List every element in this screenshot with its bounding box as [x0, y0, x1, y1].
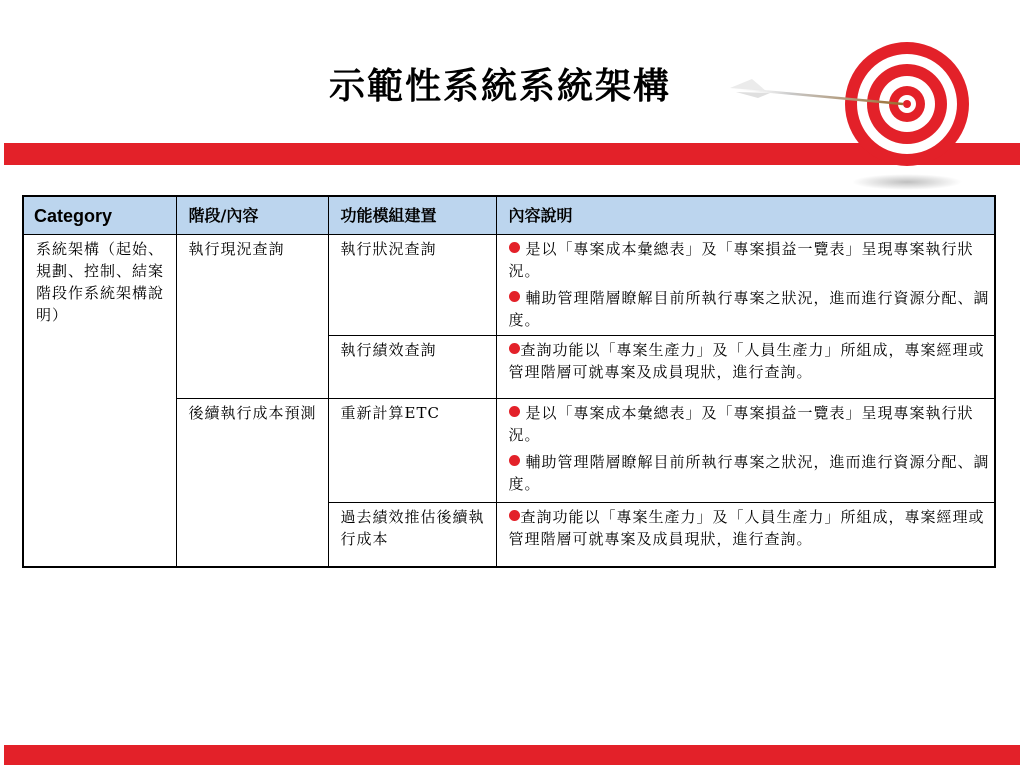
bullet-item — [509, 339, 991, 383]
bullet-dot-icon — [509, 510, 520, 521]
header-stage: 階段/內容 — [176, 196, 328, 235]
bullet-item — [509, 451, 991, 495]
function-cell: 執行狀況查詢 — [328, 235, 496, 336]
bullet-text: 輔助管理階層瞭解目前所執行專案之狀況，進而進行資源分配、調度。 — [508, 453, 990, 493]
bullet-text: 是以「專案成本彙總表」及「專案損益一覽表」呈現專案執行狀況。 — [508, 404, 974, 444]
header-function-module: 功能模組建置 — [328, 196, 496, 235]
system-architecture-table — [22, 195, 996, 568]
stage-cell: 後續執行成本預測 — [176, 399, 328, 567]
bullet-dot-icon — [509, 455, 520, 466]
bullet-text: 查詢功能以「專案生產力」及「人員生產力」所組成，專案經理或管理階層可就專案及成員現狀，進行查詢。 — [508, 341, 985, 381]
header-description: 內容說明 — [496, 196, 995, 235]
bullet-text: 輔助管理階層瞭解目前所執行專案之狀況，進而進行資源分配、調度。 — [508, 289, 990, 329]
bullet-dot-icon — [509, 242, 520, 253]
bullet-dot-icon — [509, 291, 520, 302]
description-cell — [496, 399, 995, 503]
bullet-text: 是以「專案成本彙總表」及「專案損益一覽表」呈現專案執行狀況。 — [508, 240, 974, 280]
category-cell: 系統架構（起始、規劃、控制、結案階段作系統架構說明） — [23, 235, 176, 567]
function-cell: 執行績效查詢 — [328, 336, 496, 399]
description-cell — [496, 235, 995, 336]
bullet-item — [509, 287, 991, 331]
bullet-item — [509, 402, 991, 446]
bullet-item — [509, 506, 991, 550]
bullet-text: 查詢功能以「專案生產力」及「人員生產力」所組成，專案經理或管理階層可就專案及成員現狀，進行查詢。 — [508, 508, 985, 548]
bullet-item — [509, 238, 991, 282]
table-header-row — [23, 196, 995, 235]
description-cell — [496, 336, 995, 399]
bullet-dot-icon — [509, 343, 520, 354]
stage-cell: 執行現況查詢 — [176, 235, 328, 399]
target-arrow-icon — [700, 36, 1000, 196]
function-cell: 過去績效推估後續執行成本 — [328, 503, 496, 567]
bottom-red-band — [4, 745, 1020, 765]
bullet-dot-icon — [509, 406, 520, 417]
header-category: Category — [23, 196, 176, 235]
table-row — [23, 235, 995, 336]
slide-title: 示範性系統系統架構 — [328, 65, 671, 107]
description-cell — [496, 503, 995, 567]
function-cell: 重新計算ETC — [328, 399, 496, 503]
